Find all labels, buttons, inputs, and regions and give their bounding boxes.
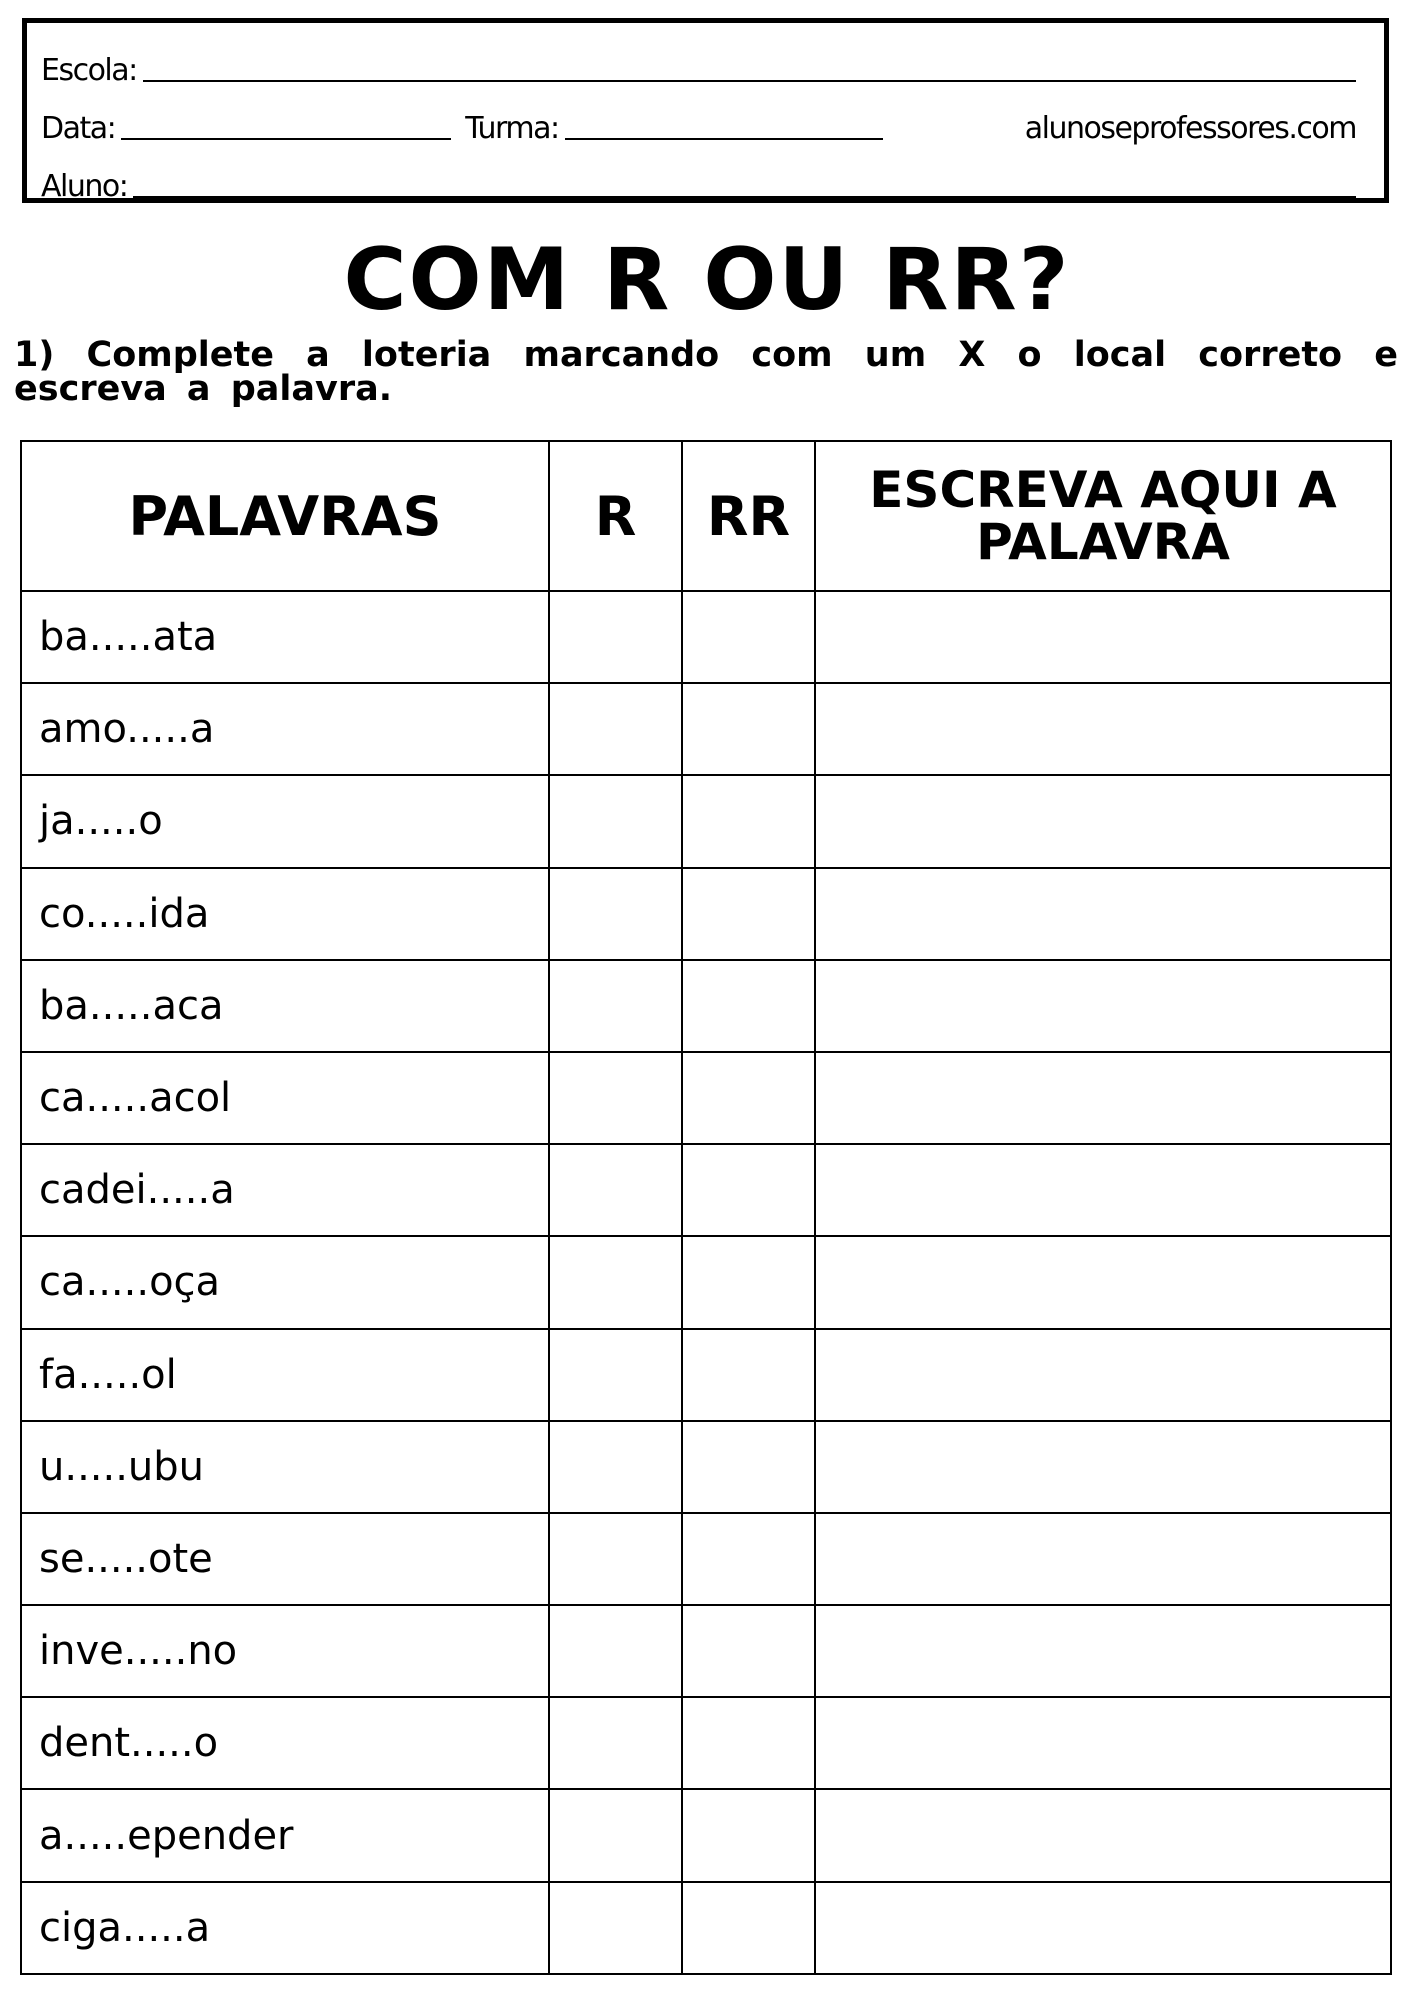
table-row: [21, 683, 1391, 775]
rr-checkbox-cell[interactable]: [682, 1144, 815, 1236]
answer-write-cell[interactable]: [815, 775, 1391, 867]
escola-label: Escola:: [41, 53, 137, 88]
rr-checkbox-cell[interactable]: [682, 868, 815, 960]
r-checkbox-cell[interactable]: [549, 1513, 682, 1605]
table-row: [21, 1236, 1391, 1328]
answer-write-cell[interactable]: [815, 1605, 1391, 1697]
answer-write-cell[interactable]: [815, 1236, 1391, 1328]
r-checkbox-cell[interactable]: [549, 1697, 682, 1789]
word-cell: ca.....oça: [21, 1236, 549, 1328]
r-checkbox-cell[interactable]: [549, 1236, 682, 1328]
rr-checkbox-cell[interactable]: [682, 1236, 815, 1328]
aluno-label: Aluno:: [41, 169, 128, 204]
word-cell: fa.....ol: [21, 1329, 549, 1421]
answer-write-cell[interactable]: [815, 683, 1391, 775]
r-checkbox-cell[interactable]: [549, 1052, 682, 1144]
rr-checkbox-cell[interactable]: [682, 1605, 815, 1697]
escola-row: [41, 53, 1356, 88]
rr-checkbox-cell[interactable]: [682, 1052, 815, 1144]
site-name: alunoseprofessores.com: [1024, 111, 1356, 146]
answer-write-cell[interactable]: [815, 868, 1391, 960]
table-row: [21, 1789, 1391, 1881]
r-checkbox-cell[interactable]: [549, 1144, 682, 1236]
header-escreva: ESCREVA AQUI A PALAVRA: [815, 441, 1391, 591]
answer-write-cell[interactable]: [815, 591, 1391, 683]
word-cell: ja.....o: [21, 775, 549, 867]
rr-checkbox-cell[interactable]: [682, 1513, 815, 1605]
rr-checkbox-cell[interactable]: [682, 960, 815, 1052]
aluno-field[interactable]: [133, 196, 1356, 198]
r-checkbox-cell[interactable]: [549, 1421, 682, 1513]
r-checkbox-cell[interactable]: [549, 1789, 682, 1881]
r-checkbox-cell[interactable]: [549, 1329, 682, 1421]
word-cell: ba.....ata: [21, 591, 549, 683]
answer-write-cell[interactable]: [815, 1052, 1391, 1144]
table-row: [21, 591, 1391, 683]
answer-write-cell[interactable]: [815, 1513, 1391, 1605]
answer-write-cell[interactable]: [815, 960, 1391, 1052]
turma-label: Turma:: [465, 111, 559, 146]
rr-checkbox-cell[interactable]: [682, 1421, 815, 1513]
rr-checkbox-cell[interactable]: [682, 591, 815, 683]
r-checkbox-cell[interactable]: [549, 775, 682, 867]
table-row: [21, 1052, 1391, 1144]
r-checkbox-cell[interactable]: [549, 591, 682, 683]
r-checkbox-cell[interactable]: [549, 868, 682, 960]
rr-checkbox-cell[interactable]: [682, 775, 815, 867]
worksheet-title: COM R OU RR?: [343, 230, 1071, 330]
rr-checkbox-cell[interactable]: [682, 1329, 815, 1421]
header-r: R: [549, 441, 682, 591]
r-checkbox-cell[interactable]: [549, 1882, 682, 1974]
instruction-text: 1) Complete a loteria marcando com um X o local correto e escreva a palavra.: [14, 335, 1398, 409]
header-rr: RR: [682, 441, 815, 591]
answer-write-cell[interactable]: [815, 1421, 1391, 1513]
word-cell: dent.....o: [21, 1697, 549, 1789]
table-row: [21, 1513, 1391, 1605]
answer-write-cell[interactable]: [815, 1789, 1391, 1881]
data-label: Data:: [41, 111, 116, 146]
table-header-row: [21, 441, 1391, 591]
word-cell: se.....ote: [21, 1513, 549, 1605]
header-palavras: PALAVRAS: [21, 441, 549, 591]
answer-write-cell[interactable]: [815, 1882, 1391, 1974]
answer-write-cell[interactable]: [815, 1329, 1391, 1421]
word-cell: cadei.....a: [21, 1144, 549, 1236]
r-checkbox-cell[interactable]: [549, 1605, 682, 1697]
table-row: [21, 1605, 1391, 1697]
data-turma-row: [41, 111, 1356, 146]
rr-checkbox-cell[interactable]: [682, 1697, 815, 1789]
rr-checkbox-cell[interactable]: [682, 1882, 815, 1974]
table-row: [21, 868, 1391, 960]
answer-write-cell[interactable]: [815, 1697, 1391, 1789]
rr-checkbox-cell[interactable]: [682, 683, 815, 775]
table-row: [21, 1882, 1391, 1974]
data-field[interactable]: [121, 138, 451, 140]
table-row: [21, 1421, 1391, 1513]
turma-field[interactable]: [565, 138, 883, 140]
word-cell: u.....ubu: [21, 1421, 549, 1513]
table-row: [21, 960, 1391, 1052]
word-cell: amo.....a: [21, 683, 549, 775]
answer-table: [20, 440, 1392, 1975]
answer-write-cell[interactable]: [815, 1144, 1391, 1236]
table-row: [21, 1144, 1391, 1236]
table-row: [21, 1329, 1391, 1421]
r-checkbox-cell[interactable]: [549, 683, 682, 775]
word-cell: ca.....acol: [21, 1052, 549, 1144]
aluno-row: [41, 169, 1356, 204]
word-cell: ciga.....a: [21, 1882, 549, 1974]
word-cell: co.....ida: [21, 868, 549, 960]
student-info-box: [22, 18, 1389, 203]
table-row: [21, 1697, 1391, 1789]
escola-field[interactable]: [143, 80, 1356, 82]
word-cell: a.....epender: [21, 1789, 549, 1881]
word-cell: inve.....no: [21, 1605, 549, 1697]
word-cell: ba.....aca: [21, 960, 549, 1052]
r-checkbox-cell[interactable]: [549, 960, 682, 1052]
rr-checkbox-cell[interactable]: [682, 1789, 815, 1881]
table-row: [21, 775, 1391, 867]
